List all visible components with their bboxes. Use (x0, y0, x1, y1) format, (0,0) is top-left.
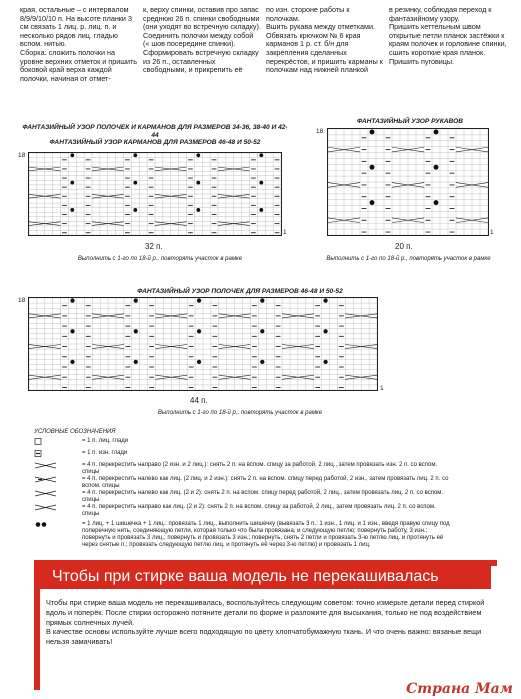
bobble-mark (133, 181, 137, 185)
legend-item-purl (34, 450, 454, 457)
chart-fronts-grid (28, 297, 378, 391)
bobble-mark (197, 329, 201, 333)
chart-pockets-stitch-count: 32 п. (145, 242, 163, 251)
legend-item-label: = 1 п. изн. глади (82, 450, 128, 456)
bobble-mark (370, 129, 375, 134)
watermark: Страна Мам (406, 681, 513, 697)
chart-fronts-title: ФАНТАЗИЙНЫЙ УЗОР ПОЛОЧЕК ДЛЯ РАЗМЕРОВ 46-48 И 50-52 (137, 288, 343, 295)
text-column-4: в резинку, соблюдая переход к фантазийному узору. Пришить кеттельным швом открытые петли планок застёжки к краям полочек и горловине спинки, сшить короткие края планок. Пришить пуговицы. (389, 5, 507, 66)
bobble-mark (434, 129, 439, 134)
bobble-mark (70, 181, 74, 185)
chart-fronts-stitch-count: 44 п. (190, 396, 208, 405)
chart-pockets-grid (28, 152, 282, 236)
bobble-mark (196, 181, 200, 185)
legend-item-label: = 4 п. перекрестить налево как лиц. (2 и 2): снять 2 п. на вспом. спицу перед работой, 2 лиц., затем провязать лиц. 2 п. со вспом. спицы (82, 490, 444, 503)
bobble-mark (260, 360, 264, 364)
text-column-2: к, верху спинки, оставив про запас среднюю 26 п. спинки свободными (они уходят во встречную складку). Соединить полочки между собой (« шов посередине спинки). Сформировать встречную складку из 26 п., оставленных свободными, и прикрепить её (143, 5, 261, 75)
bobble-mark (70, 360, 74, 364)
bobble-mark (133, 208, 137, 212)
legend-item-label: = 1 п. лиц. глади (82, 438, 129, 444)
chart-sleeves-title: ФАНТАЗИЙНЫЙ УЗОР РУКАВОВ (356, 118, 464, 125)
legend-item-cross-left-knit (34, 490, 454, 504)
bobble-mark (323, 360, 327, 364)
knit-stitch-icon (34, 438, 82, 445)
bobble-mark (134, 329, 138, 333)
bobble-mark (133, 153, 137, 157)
bobble-mark (196, 208, 200, 212)
advice-banner-title: Чтобы при стирке ваша модель не перекашивалась (40, 565, 491, 589)
bobble-mark (259, 153, 263, 157)
bobble-mark (370, 165, 375, 170)
bobble-mark (323, 329, 327, 333)
bobble-mark (196, 153, 200, 157)
chart-sleeves-row-top: 18 (316, 128, 324, 135)
legend-heading: УСЛОВНЫЕ ОБОЗНАЧЕНИЯ (34, 429, 116, 435)
cable-cross-left-icon (34, 476, 82, 483)
legend-item-cross-left-purl (34, 476, 454, 490)
legend-item-label: = 4 п. перекрестить налево как лиц. (2 лиц. и 2 изн.): снять 2 п. на вспом. спицу перед работой, 2 изн., затем провязать лиц. 2 п. со вспом. спицы (82, 476, 449, 489)
advice-text: Чтобы при стирке ваша модель не перекашивалась, воспользуйтесь следующим советом: точно измерьте детали перед стиркой вдоль и поперёк. После стирки осторожно потяните детали по форме и разложите для высыхания, только не под воздействием прямых солнечных лучей. В качестве основы используйте лучше всего подходящую по цвету хлопчатобумажную ткань. И что очень важно: вязаные вещи нельзя замачивать! (46, 598, 485, 647)
text-column-1: края, остальные – с интервалом 8/9/9/10/10 п. На высоте планки 3 см связать 1 лиц. р. лиц. п. и несколько рядов лиц. гладью вспом. нитью. Сборка: сложить полочки на уровне верхних отметок и пришить боковой край верха каждой полочки, начиная от отмет- (20, 5, 138, 83)
bobble-mark (197, 298, 201, 302)
legend-item-cross-right-knit (34, 504, 454, 518)
bobble-mark (434, 165, 439, 170)
bobble-mark (134, 360, 138, 364)
bobble-mark (323, 298, 327, 302)
cable-cross-right-knit-icon (34, 504, 82, 511)
chart-sleeves-note: Выполнить с 1-го по 18-й р., повторять участок в рамке (326, 256, 491, 262)
cable-cross-right-icon (34, 462, 82, 469)
cable-cross-left-knit-icon (34, 490, 82, 497)
chart-fronts-row-bottom: 1 (380, 385, 384, 392)
bobble-mark (370, 200, 375, 205)
bobble-icon (34, 521, 82, 528)
bobble-mark (434, 200, 439, 205)
legend-item-label: = 4 п. перекрестить направо как лиц. (2 и 2): снять 2 п. на вспом. спицу за работой, 2 лиц., затем провязать лиц. 2 п. со вспом. спицы (82, 504, 436, 517)
legend-item-knit (34, 438, 454, 445)
chart-pockets-row-bottom: 1 (283, 229, 287, 236)
legend-item-cross-right-purl (34, 462, 454, 476)
bobble-mark (70, 298, 74, 302)
chart-pockets-note: Выполнить с 1-го по 18-й р., повторять участок в рамке (77, 256, 243, 262)
bobble-mark (260, 298, 264, 302)
bobble-mark (70, 208, 74, 212)
chart-fronts-note: Выполнить с 1-го по 18-й р., повторять участок в рамке (157, 410, 323, 416)
chart-fronts-row-top: 18 (18, 297, 26, 304)
bobble-mark (259, 181, 263, 185)
bobble-mark (259, 208, 263, 212)
bobble-mark (70, 153, 74, 157)
chart-sleeves-row-bottom: 1 (490, 229, 494, 236)
chart-sleeves-grid (327, 128, 489, 236)
purl-stitch-icon (34, 450, 82, 457)
legend-item-label: = 4 п. перекрестить направо (2 изн. и 2 лиц.): снять 2 п. на вспом. спицу за работой, 2 лиц., затем провязать изн. 2 п. со вспом. спицы (82, 462, 438, 475)
chart-pockets-title: ФАНТАЗИЙНЫЙ УЗОР ПОЛОЧЕК И КАРМАНОВ ДЛЯ РАЗМЕРОВ 34-36, 38-40 И 42-44 ФАНТАЗИЙНЫЙ УЗОР КАРМАНОВ ДЛЯ РАЗМЕРОВ 46-48 И 50-52 (22, 124, 288, 147)
chart-pockets-row-top: 18 (18, 152, 26, 159)
text-column-3: по изн. стороне работы к полочкам. Вшить рукава между отметками. Обвязать крючком № 6 края карманов 1 р. ст. б/н для закрепления сделанных перекрёстов, и пришить карманы к полочкам над нижней планкой (266, 5, 383, 75)
bobble-mark (134, 298, 138, 302)
bobble-mark (260, 329, 264, 333)
bobble-mark (70, 329, 74, 333)
legend-item-bobble (34, 521, 454, 549)
chart-sleeves-stitch-count: 20 п. (395, 242, 413, 251)
legend-item-label: = 1 лиц. + 1 шишечка + 1 лиц.: провязать 1 лиц., выполнить шишечку (вывязать 3 п.: 1 изн., 1 лиц. и 1 изн., введя правую спицу под поперечную нить, соединяющую петли, которая только что была провязана, и следующую петлю; повернуть работу, 3 изн.; повернуть и провязать 3 лиц.; повернуть и провязать 3 изн.; повернуть, снять 2 петли и провязать 3-ю петлю лиц. и протянуть её через снятые п.; провязать следующую петлю лиц. и протянуть её через 3-ю петлю) и провязать 1 лиц. (82, 521, 450, 548)
bobble-mark (197, 360, 201, 364)
